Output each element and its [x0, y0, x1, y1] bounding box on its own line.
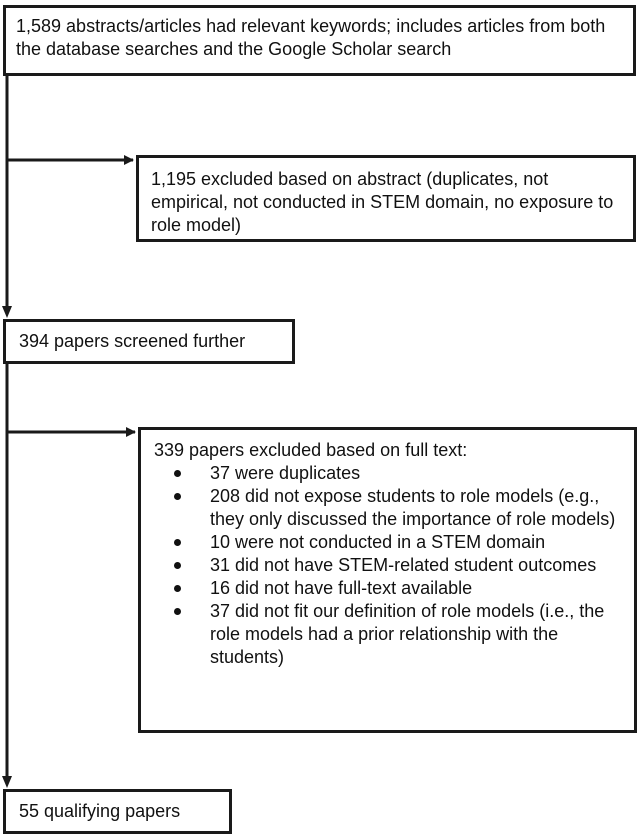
list-item — [154, 577, 624, 600]
bullet-icon — [174, 585, 181, 592]
bullet-icon — [174, 539, 181, 546]
exclusion-reason: 37 were duplicates — [210, 463, 361, 483]
excluded-abstract-box — [136, 155, 636, 242]
screened-text: 394 papers screened further — [19, 331, 246, 351]
excluded-abstract-text: 1,195 excluded based on abstract (duplicates, not empirical, not conducted in STEM domain, no exposure to role model) — [151, 169, 614, 235]
list-item — [154, 462, 624, 485]
bullet-icon — [174, 470, 181, 477]
exclusion-reason: 208 did not expose students to role models (e.g., they only discussed the importance of role models) — [210, 486, 616, 529]
list-item — [154, 600, 624, 669]
exclusion-reason: 37 did not fit our definition of role models (i.e., the role models had a prior relationship with the students) — [210, 601, 605, 667]
exclusion-reason: 31 did not have STEM-related student outcomes — [210, 555, 597, 575]
list-item — [154, 531, 624, 554]
exclusion-reason: 10 were not conducted in a STEM domain — [210, 532, 546, 552]
excluded-fulltext-box — [138, 427, 637, 733]
excluded-fulltext-heading: 339 papers excluded based on full text: — [154, 440, 468, 460]
bullet-icon — [174, 562, 181, 569]
list-item — [154, 485, 624, 531]
bullet-icon — [174, 608, 181, 615]
main-flow-arrowhead-1 — [2, 306, 12, 318]
main-flow-arrowhead-2 — [2, 776, 12, 788]
exclusion-reason: 16 did not have full-text available — [210, 578, 473, 598]
list-item — [154, 554, 624, 577]
screened-box — [3, 319, 295, 364]
bullet-icon — [174, 493, 181, 500]
qualifying-text: 55 qualifying papers — [19, 801, 181, 821]
exclusion-reasons-list — [154, 462, 624, 669]
identified-records-text: 1,589 abstracts/articles had relevant keywords; includes articles from both the database searches and the Google Scholar search — [16, 16, 606, 59]
qualifying-box — [3, 789, 232, 834]
identified-records-box — [3, 5, 636, 76]
